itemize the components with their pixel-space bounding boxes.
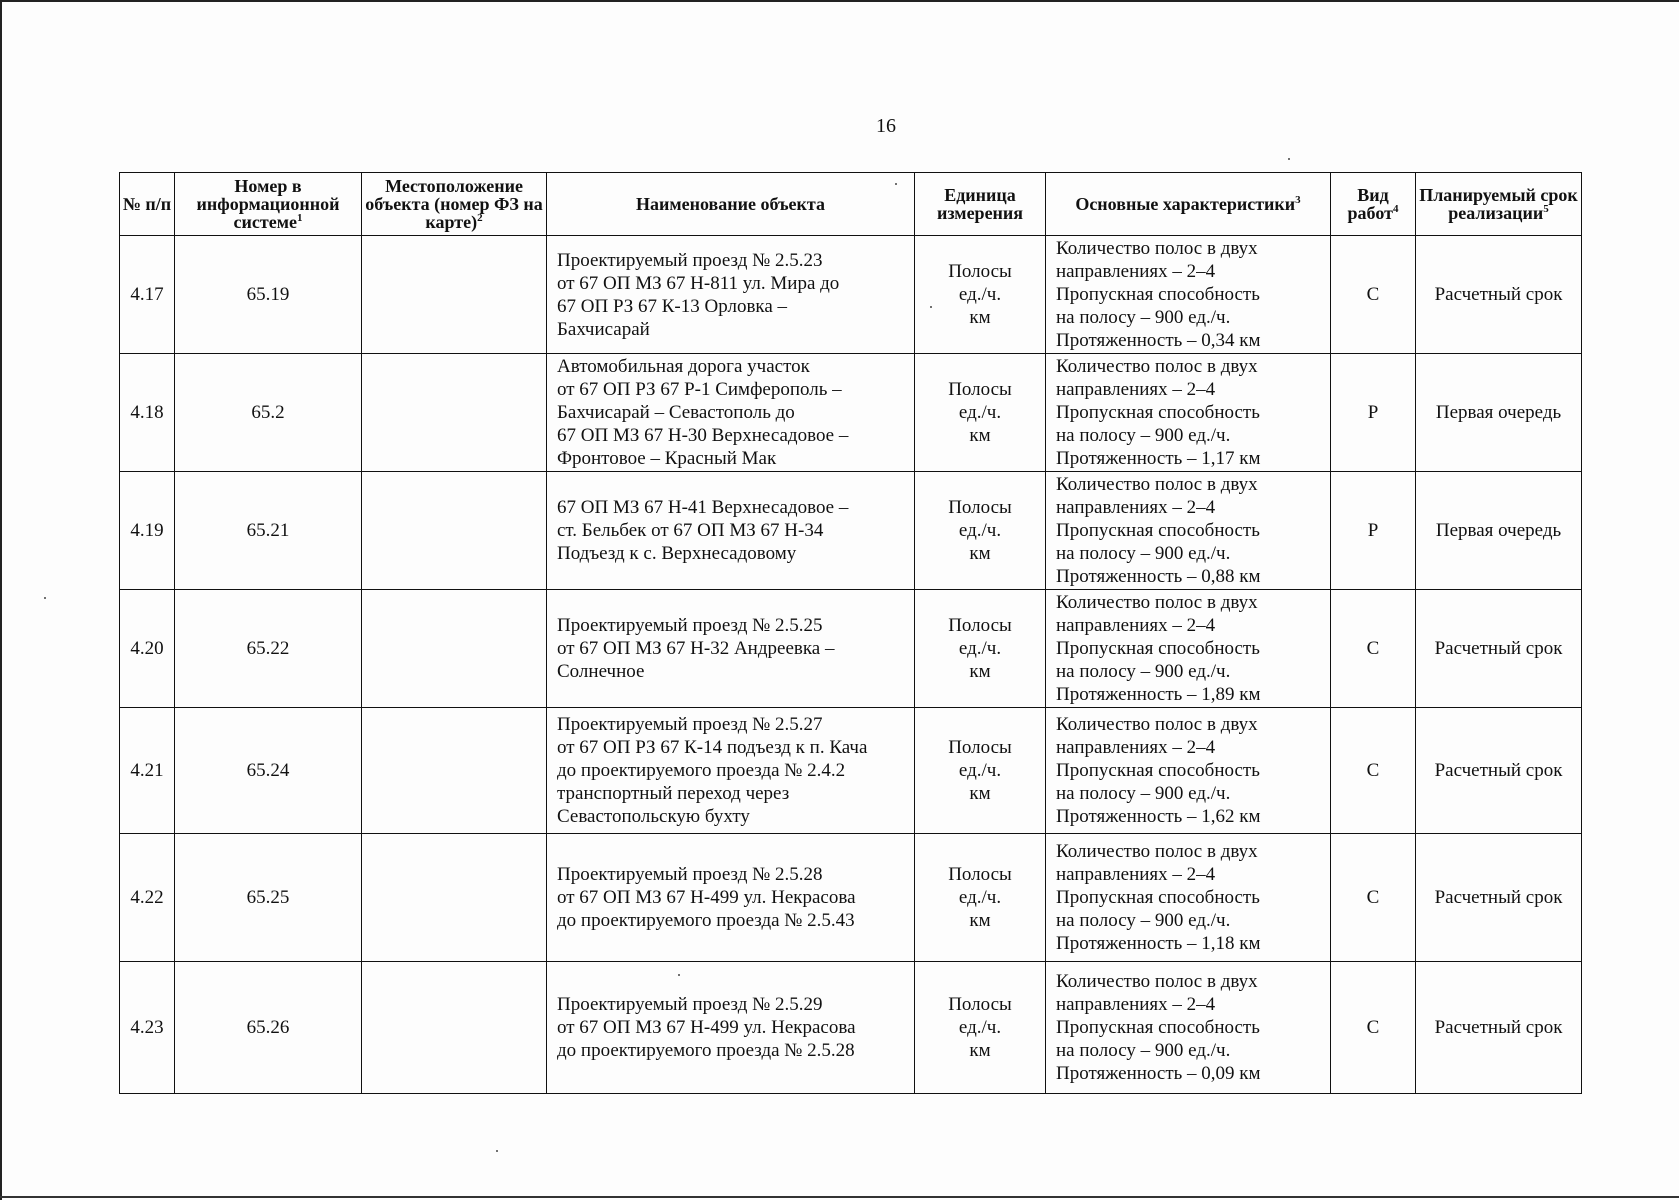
cell-characteristics-line: Протяженность – 0,34 км xyxy=(1056,330,1261,351)
cell-name-line: до проектируемого проезда № 2.5.43 xyxy=(557,910,855,931)
cell-info-number: 65.21 xyxy=(175,472,362,590)
cell-characteristics-line: Пропускная способность xyxy=(1056,638,1260,659)
cell-period: Расчетный срок xyxy=(1416,834,1582,962)
cell-characteristics xyxy=(1046,472,1331,590)
cell-characteristics xyxy=(1046,236,1331,354)
cell-characteristics xyxy=(1046,590,1331,708)
cell-unit xyxy=(915,354,1046,472)
cell-period: Первая очередь xyxy=(1416,472,1582,590)
cell-name-line: Проектируемый проезд № 2.5.25 xyxy=(557,615,823,636)
cell-characteristics-line: Пропускная способность xyxy=(1056,520,1260,541)
cell-characteristics-line: Количество полос в двух xyxy=(1056,971,1258,992)
cell-unit-line: ед./ч. xyxy=(958,760,1002,781)
cell-characteristics-line: Протяженность – 1,62 км xyxy=(1056,806,1261,827)
header-work-type: Вид работ$^4$ xyxy=(1331,173,1416,236)
cell-unit-line: Полосы xyxy=(948,864,1012,885)
scan-edge-bottom xyxy=(0,1196,1679,1198)
cell-name-line: Проектируемый проезд № 2.5.27 xyxy=(557,714,823,735)
cell-characteristics-line: направлениях – 2–4 xyxy=(1056,497,1216,518)
scan-speck xyxy=(496,1150,498,1152)
cell-characteristics-line: Пропускная способность xyxy=(1056,887,1260,908)
cell-info-number: 65.26 xyxy=(175,962,362,1094)
cell-info-number: 65.19 xyxy=(175,236,362,354)
cell-num: 4.17 xyxy=(120,236,175,354)
cell-name xyxy=(547,472,915,590)
cell-name xyxy=(547,708,915,834)
cell-characteristics-line: направлениях – 2–4 xyxy=(1056,379,1216,400)
cell-name xyxy=(547,834,915,962)
cell-name-line: транспортный переход через xyxy=(557,783,790,804)
cell-work-type: С xyxy=(1331,590,1416,708)
table-row xyxy=(120,962,1582,1094)
cell-location xyxy=(362,354,547,472)
cell-characteristics-line: направлениях – 2–4 xyxy=(1056,864,1216,885)
cell-name xyxy=(547,354,915,472)
header-name: Наименование объекта xyxy=(547,173,915,236)
table-row xyxy=(120,590,1582,708)
cell-name-line: 67 ОП РЗ 67 К-13 Орловка – xyxy=(557,295,788,317)
cell-name-line: Проектируемый проезд № 2.5.28 xyxy=(557,864,823,885)
cell-characteristics-line: на полосу – 900 ед./ч. xyxy=(1056,1040,1231,1061)
cell-name-line: Подъезд к с. Верхнесадовому xyxy=(557,543,797,564)
cell-name-line: Севастопольскую бухту xyxy=(557,806,750,827)
cell-name-line: до проектируемого проезда № 2.4.2 xyxy=(557,760,846,781)
table-row xyxy=(120,354,1582,472)
cell-unit xyxy=(915,590,1046,708)
cell-characteristics-line: на полосу – 900 ед./ч. xyxy=(1056,307,1231,328)
cell-info-number: 65.25 xyxy=(175,834,362,962)
cell-num: 4.22 xyxy=(120,834,175,962)
cell-characteristics-line: на полосу – 900 ед./ч. xyxy=(1056,543,1231,564)
page-number: 16 xyxy=(876,115,896,137)
cell-period: Расчетный срок xyxy=(1416,236,1582,354)
cell-unit-line: Полосы xyxy=(948,261,1012,282)
cell-characteristics-line: на полосу – 900 ед./ч. xyxy=(1056,910,1231,931)
cell-location xyxy=(362,834,547,962)
cell-location xyxy=(362,962,547,1094)
cell-unit xyxy=(915,236,1046,354)
scan-speck xyxy=(44,597,46,599)
scan-speck xyxy=(678,974,680,976)
cell-characteristics xyxy=(1046,708,1331,834)
cell-characteristics-line: Пропускная способность xyxy=(1056,1017,1260,1038)
objects-table xyxy=(119,172,1582,1094)
cell-work-type: Р xyxy=(1331,354,1416,472)
cell-unit xyxy=(915,834,1046,962)
cell-name xyxy=(547,962,915,1094)
cell-characteristics-line: Количество полос в двух xyxy=(1056,474,1258,495)
cell-characteristics-line: на полосу – 900 ед./ч. xyxy=(1056,661,1231,682)
scan-edge-top xyxy=(0,0,1679,2)
table-header-row xyxy=(120,173,1582,236)
cell-characteristics-line: на полосу – 900 ед./ч. xyxy=(1056,783,1231,804)
cell-work-type: С xyxy=(1331,834,1416,962)
header-num: № п/п xyxy=(120,173,175,236)
cell-characteristics-line: Количество полос в двух xyxy=(1056,356,1258,377)
header-characteristics: Основные характеристики$^3$ xyxy=(1046,173,1331,236)
cell-unit-line: ед./ч. xyxy=(958,520,1002,541)
cell-period: Расчетный срок xyxy=(1416,962,1582,1094)
cell-characteristics-line: Количество полос в двух xyxy=(1056,592,1258,613)
cell-info-number: 65.2 xyxy=(175,354,362,472)
cell-unit-line: ед./ч. xyxy=(958,402,1002,423)
cell-unit-line: км xyxy=(969,910,991,931)
cell-name-line: Бахчисарай – Севастополь до xyxy=(557,402,795,423)
cell-name-line: от 67 ОП РЗ 67 К-14 подъезд к п. Кача xyxy=(557,737,868,758)
cell-characteristics-line: Пропускная способность xyxy=(1056,760,1260,781)
cell-name xyxy=(547,590,915,708)
cell-period: Расчетный срок xyxy=(1416,708,1582,834)
cell-num: 4.20 xyxy=(120,590,175,708)
table-row xyxy=(120,472,1582,590)
cell-num: 4.21 xyxy=(120,708,175,834)
table-row xyxy=(120,236,1582,354)
cell-unit xyxy=(915,708,1046,834)
cell-name-line: 67 ОП МЗ 67 Н-30 Верхнесадовое – xyxy=(557,425,849,446)
cell-num: 4.18 xyxy=(120,354,175,472)
cell-characteristics-line: Протяженность – 1,18 км xyxy=(1056,933,1261,954)
cell-work-type: С xyxy=(1331,708,1416,834)
table-row xyxy=(120,834,1582,962)
scan-edge-left xyxy=(0,0,2,1200)
header-period: Планируемый срок реализации$^5$ xyxy=(1416,173,1582,236)
cell-unit-line: Полосы xyxy=(948,994,1012,1015)
cell-name-line: от 67 ОП МЗ 67 Н-32 Андреевка – xyxy=(557,638,835,659)
cell-characteristics-line: Количество полос в двух xyxy=(1056,238,1258,259)
cell-unit-line: ед./ч. xyxy=(958,887,1002,908)
cell-name-line: 67 ОП МЗ 67 Н-41 Верхнесадовое – xyxy=(557,497,849,518)
cell-num: 4.23 xyxy=(120,962,175,1094)
cell-unit-line: ед./ч. xyxy=(958,284,1002,305)
cell-unit-line: км xyxy=(969,1040,991,1061)
cell-name-line: до проектируемого проезда № 2.5.28 xyxy=(557,1040,855,1061)
cell-location xyxy=(362,708,547,834)
cell-name-line: Автомобильная дорога участок xyxy=(557,356,810,377)
cell-characteristics-line: Количество полос в двух xyxy=(1056,714,1258,735)
cell-unit-line: Полосы xyxy=(948,379,1012,400)
header-info-number: Номер в информационной системе$^1$ xyxy=(175,173,362,236)
cell-characteristics-line: Протяженность – 1,17 км xyxy=(1056,448,1261,469)
cell-characteristics-line: Протяженность – 1,89 км xyxy=(1056,684,1261,705)
cell-unit-line: км xyxy=(969,543,991,564)
cell-period: Расчетный срок xyxy=(1416,590,1582,708)
cell-characteristics-line: Пропускная способность xyxy=(1056,402,1260,423)
cell-work-type: С xyxy=(1331,962,1416,1094)
cell-name-line: Проектируемый проезд № 2.5.29 xyxy=(557,994,823,1015)
cell-unit-line: Полосы xyxy=(948,615,1012,636)
cell-num: 4.19 xyxy=(120,472,175,590)
cell-name-line: Бахчисарай xyxy=(557,318,650,340)
cell-work-type: Р xyxy=(1331,472,1416,590)
cell-characteristics-line: Пропускная способность xyxy=(1056,284,1260,305)
cell-name-line: от 67 ОП МЗ 67 Н-499 ул. Некрасова xyxy=(557,1017,856,1038)
cell-name-line: Солнечное xyxy=(557,661,645,682)
cell-name-line: от 67 ОП МЗ 67 Н-811 ул. Мира до xyxy=(557,272,840,294)
header-location: Местоположение объекта (номер ФЗ на карте)$^2$ xyxy=(362,173,547,236)
scan-speck xyxy=(1288,158,1290,160)
cell-name-line: ст. Бельбек от 67 ОП МЗ 67 Н-34 xyxy=(557,520,824,541)
scan-speck xyxy=(930,306,932,308)
cell-characteristics-line: Протяженность – 0,09 км xyxy=(1056,1063,1261,1084)
cell-characteristics xyxy=(1046,962,1331,1094)
cell-work-type: С xyxy=(1331,236,1416,354)
cell-unit-line: км xyxy=(969,783,991,804)
cell-characteristics-line: направлениях – 2–4 xyxy=(1056,994,1216,1015)
cell-unit xyxy=(915,962,1046,1094)
table-row xyxy=(120,708,1582,834)
cell-name-line: от 67 ОП МЗ 67 Н-499 ул. Некрасова xyxy=(557,887,856,908)
header-unit: Единица измерения xyxy=(915,173,1046,236)
cell-name xyxy=(547,236,915,354)
cell-unit-line: Полосы xyxy=(948,497,1012,518)
cell-characteristics-line: Количество полос в двух xyxy=(1056,841,1258,862)
scan-speck xyxy=(895,183,897,185)
cell-characteristics-line: направлениях – 2–4 xyxy=(1056,261,1216,282)
cell-location xyxy=(362,472,547,590)
cell-unit-line: км xyxy=(969,425,991,446)
cell-unit xyxy=(915,472,1046,590)
cell-characteristics-line: направлениях – 2–4 xyxy=(1056,615,1216,636)
cell-characteristics xyxy=(1046,834,1331,962)
cell-period: Первая очередь xyxy=(1416,354,1582,472)
cell-info-number: 65.24 xyxy=(175,708,362,834)
cell-location xyxy=(362,590,547,708)
cell-location xyxy=(362,236,547,354)
cell-unit-line: Полосы xyxy=(948,737,1012,758)
cell-characteristics-line: направлениях – 2–4 xyxy=(1056,737,1216,758)
cell-characteristics-line: Протяженность – 0,88 км xyxy=(1056,566,1261,587)
cell-info-number: 65.22 xyxy=(175,590,362,708)
cell-unit-line: ед./ч. xyxy=(958,638,1002,659)
cell-unit-line: ед./ч. xyxy=(958,1017,1002,1038)
cell-unit-line: км xyxy=(969,307,991,328)
cell-name-line: Фронтовое – Красный Мак xyxy=(557,448,777,469)
cell-characteristics xyxy=(1046,354,1331,472)
cell-name-line: Проектируемый проезд № 2.5.23 xyxy=(557,249,823,271)
cell-name-line: от 67 ОП РЗ 67 Р-1 Симферополь – xyxy=(557,379,842,400)
cell-characteristics-line: на полосу – 900 ед./ч. xyxy=(1056,425,1231,446)
cell-unit-line: км xyxy=(969,661,991,682)
